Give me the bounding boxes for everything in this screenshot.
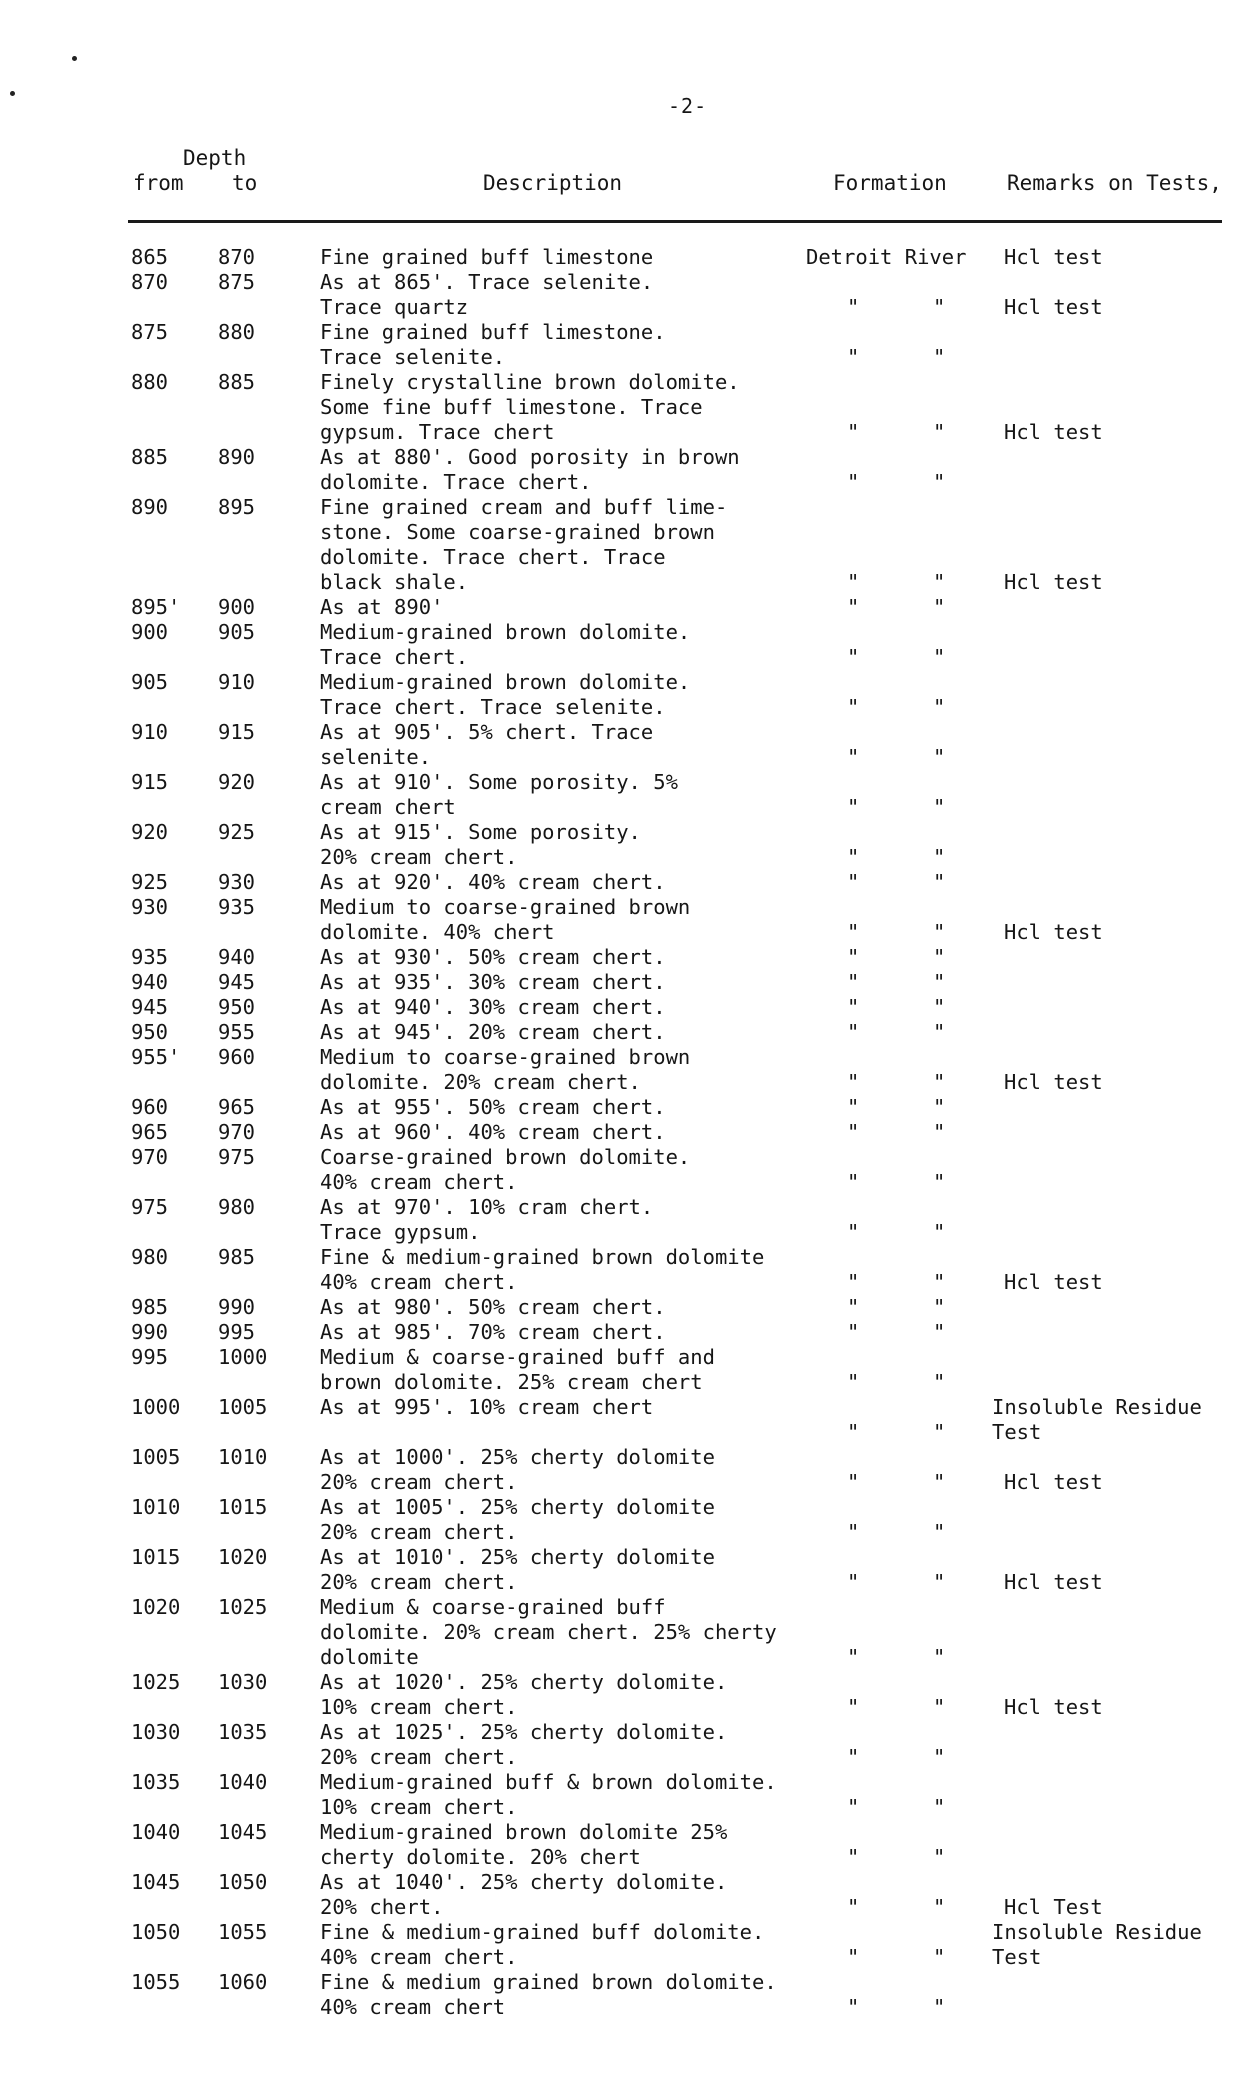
depth-from: 865: [131, 245, 169, 269]
ditto-mark: ": [933, 1095, 946, 1119]
table-row: [0, 1545, 1258, 1595]
table-row: [0, 1445, 1258, 1495]
scan-speck: [10, 91, 15, 96]
formation-cell: Detroit River: [806, 245, 967, 269]
depth-to: 1015: [218, 1495, 268, 1519]
ditto-mark: ": [847, 345, 860, 369]
ditto-mark: ": [933, 470, 946, 494]
depth-to: 1010: [218, 1445, 268, 1469]
table-row: [0, 1095, 1258, 1120]
depth-from: 1000: [131, 1395, 181, 1419]
description-line: As at 1040'. 25% cherty dolomite.: [320, 1870, 728, 1894]
depth-from: 885: [131, 445, 169, 469]
depth-from: 950: [131, 1020, 169, 1044]
ditto-mark: ": [933, 1895, 946, 1919]
ditto-mark: ": [933, 1470, 946, 1494]
remark-text: Hcl test: [1004, 570, 1103, 594]
description-line: Fine & medium-grained buff dolomite.: [320, 1920, 765, 1944]
ditto-mark: ": [933, 295, 946, 319]
depth-to: 880: [218, 320, 256, 344]
header-formation: Formation: [833, 171, 947, 195]
description-line: Medium-grained buff & brown dolomite.: [320, 1770, 777, 1794]
depth-from: 880: [131, 370, 169, 394]
depth-from: 940: [131, 970, 169, 994]
depth-from: 975: [131, 1195, 169, 1219]
header-remarks: Remarks on Tests,: [1007, 171, 1222, 195]
table-row: [0, 1345, 1258, 1395]
ditto-mark: ": [933, 1270, 946, 1294]
depth-from: 915: [131, 770, 169, 794]
ditto-mark: ": [847, 1570, 860, 1594]
depth-to: 955: [218, 1020, 256, 1044]
depth-to: 905: [218, 620, 256, 644]
remark-text: Insoluble Residue: [992, 1920, 1202, 1944]
table-row: [0, 1320, 1258, 1345]
ditto-mark: ": [933, 1370, 946, 1394]
description-line: Fine & medium grained brown dolomite.: [320, 1970, 777, 1994]
depth-from: 1015: [131, 1545, 181, 1569]
scan-speck: [72, 56, 77, 61]
table-row: [0, 320, 1258, 370]
ditto-mark: ": [847, 1120, 860, 1144]
description-line: Trace quartz: [320, 295, 469, 319]
ditto-mark: ": [847, 1845, 860, 1869]
depth-to: 1045: [218, 1820, 268, 1844]
depth-from: 925: [131, 870, 169, 894]
depth-from: 905: [131, 670, 169, 694]
ditto-mark: ": [933, 1020, 946, 1044]
header-depth: Depth: [183, 146, 247, 170]
table-row: [0, 1920, 1258, 1970]
description-line: As at 980'. 50% cream chert.: [320, 1295, 666, 1319]
description-line: Medium-grained brown dolomite.: [320, 670, 691, 694]
description-line: Medium & coarse-grained buff and: [320, 1345, 715, 1369]
table-row: [0, 970, 1258, 995]
description-line: As at 1000'. 25% cherty dolomite: [320, 1445, 715, 1469]
description-line: As at 1025'. 25% cherty dolomite.: [320, 1720, 728, 1744]
remark-text: Test: [992, 1420, 1042, 1444]
depth-from: 1040: [131, 1820, 181, 1844]
depth-to: 910: [218, 670, 256, 694]
ditto-mark: ": [847, 1220, 860, 1244]
description-line: As at 915'. Some porosity.: [320, 820, 641, 844]
depth-to: 875: [218, 270, 256, 294]
table-row: [0, 1495, 1258, 1545]
description-line: Medium & coarse-grained buff: [320, 1595, 666, 1619]
depth-to: 1050: [218, 1870, 268, 1894]
description-line: Medium to coarse-grained brown: [320, 1045, 691, 1069]
description-line: dolomite: [320, 1645, 419, 1669]
description-line: As at 920'. 40% cream chert.: [320, 870, 666, 894]
description-line: 20% cream chert.: [320, 1470, 518, 1494]
table-row: [0, 770, 1258, 820]
header-rule: [128, 220, 1222, 223]
ditto-mark: ": [933, 1570, 946, 1594]
depth-from: 875: [131, 320, 169, 344]
ditto-mark: ": [933, 1420, 946, 1444]
ditto-mark: ": [933, 1745, 946, 1769]
table-row: [0, 670, 1258, 720]
ditto-mark: ": [933, 570, 946, 594]
ditto-mark: ": [847, 1520, 860, 1544]
depth-from: 990: [131, 1320, 169, 1344]
description-line: As at 880'. Good porosity in brown: [320, 445, 740, 469]
table-row: [0, 1770, 1258, 1820]
table-row: [0, 620, 1258, 670]
description-line: stone. Some coarse-grained brown: [320, 520, 715, 544]
table-row: [0, 1595, 1258, 1670]
description-line: cream chert: [320, 795, 456, 819]
ditto-mark: ": [847, 945, 860, 969]
description-line: As at 960'. 40% cream chert.: [320, 1120, 666, 1144]
ditto-mark: ": [933, 1295, 946, 1319]
table-row: [0, 995, 1258, 1020]
remark-text: Hcl test: [1004, 1070, 1103, 1094]
description-line: As at 935'. 30% cream chert.: [320, 970, 666, 994]
description-line: 20% cream chert.: [320, 1745, 518, 1769]
table-row: [0, 595, 1258, 620]
description-line: Trace chert.: [320, 645, 469, 669]
depth-to: 1030: [218, 1670, 268, 1694]
depth-from: 1005: [131, 1445, 181, 1469]
ditto-mark: ": [933, 1120, 946, 1144]
table-row: [0, 1120, 1258, 1145]
description-line: As at 970'. 10% cram chert.: [320, 1195, 654, 1219]
depth-from: 1030: [131, 1720, 181, 1744]
depth-from: 980: [131, 1245, 169, 1269]
description-line: As at 940'. 30% cream chert.: [320, 995, 666, 1019]
depth-from: 935: [131, 945, 169, 969]
ditto-mark: ": [933, 995, 946, 1019]
depth-to: 975: [218, 1145, 256, 1169]
depth-to: 980: [218, 1195, 256, 1219]
description-line: As at 1010'. 25% cherty dolomite: [320, 1545, 715, 1569]
description-line: Fine grained buff limestone.: [320, 320, 666, 344]
description-line: As at 945'. 20% cream chert.: [320, 1020, 666, 1044]
ditto-mark: ": [933, 970, 946, 994]
ditto-mark: ": [847, 1470, 860, 1494]
description-line: dolomite. 40% chert: [320, 920, 555, 944]
description-line: Finely crystalline brown dolomite.: [320, 370, 740, 394]
description-line: As at 905'. 5% chert. Trace: [320, 720, 654, 744]
depth-to: 1060: [218, 1970, 268, 1994]
ditto-mark: ": [847, 1370, 860, 1394]
depth-to: 925: [218, 820, 256, 844]
ditto-mark: ": [847, 1170, 860, 1194]
ditto-mark: ": [847, 1945, 860, 1969]
ditto-mark: ": [933, 645, 946, 669]
description-line: 40% cream chert: [320, 1995, 506, 2019]
ditto-mark: ": [933, 1170, 946, 1194]
remark-text: Hcl Test: [1004, 1895, 1103, 1919]
description-line: selenite.: [320, 745, 432, 769]
description-line: 20% cream chert.: [320, 845, 518, 869]
page-number: -2-: [668, 94, 708, 118]
description-line: 20% cream chert.: [320, 1570, 518, 1594]
ditto-mark: ": [847, 1745, 860, 1769]
description-line: As at 1020'. 25% cherty dolomite.: [320, 1670, 728, 1694]
description-line: Trace selenite.: [320, 345, 506, 369]
ditto-mark: ": [847, 645, 860, 669]
table-row: [0, 1720, 1258, 1770]
ditto-mark: ": [933, 420, 946, 444]
table-row: [0, 720, 1258, 770]
depth-to: 1035: [218, 1720, 268, 1744]
depth-to: 1025: [218, 1595, 268, 1619]
remark-text: Test: [992, 1945, 1042, 1969]
ditto-mark: ": [847, 1895, 860, 1919]
description-line: dolomite. 20% cream chert. 25% cherty: [320, 1620, 777, 1644]
depth-to: 960: [218, 1045, 256, 1069]
depth-to: 1020: [218, 1545, 268, 1569]
description-line: dolomite. Trace chert.: [320, 470, 592, 494]
ditto-mark: ": [933, 945, 946, 969]
ditto-mark: ": [933, 845, 946, 869]
depth-from: 900: [131, 620, 169, 644]
description-line: 10% cream chert.: [320, 1795, 518, 1819]
depth-to: 895: [218, 495, 256, 519]
ditto-mark: ": [847, 1095, 860, 1119]
header-from: from: [133, 171, 184, 195]
remark-text: Insoluble Residue: [992, 1395, 1202, 1419]
depth-to: 985: [218, 1245, 256, 1269]
ditto-mark: ": [933, 595, 946, 619]
depth-from: 1010: [131, 1495, 181, 1519]
table-row: [0, 1820, 1258, 1870]
remark-text: Hcl test: [1004, 1470, 1103, 1494]
ditto-mark: ": [933, 1695, 946, 1719]
table-row: [0, 1145, 1258, 1195]
table-row: [0, 1670, 1258, 1720]
table-row: [0, 1870, 1258, 1920]
ditto-mark: ": [847, 795, 860, 819]
depth-to: 940: [218, 945, 256, 969]
depth-to: 915: [218, 720, 256, 744]
ditto-mark: ": [933, 745, 946, 769]
description-line: Fine & medium-grained brown dolomite: [320, 1245, 765, 1269]
description-line: As at 995'. 10% cream chert: [320, 1395, 654, 1419]
description-line: 40% cream chert.: [320, 1270, 518, 1294]
ditto-mark: ": [933, 920, 946, 944]
description-line: As at 890': [320, 595, 444, 619]
ditto-mark: ": [933, 1795, 946, 1819]
depth-to: 900: [218, 595, 256, 619]
ditto-mark: ": [933, 1070, 946, 1094]
ditto-mark: ": [847, 595, 860, 619]
ditto-mark: ": [847, 1070, 860, 1094]
ditto-mark: ": [847, 1420, 860, 1444]
depth-from: 920: [131, 820, 169, 844]
ditto-mark: ": [847, 920, 860, 944]
depth-from: 1055: [131, 1970, 181, 1994]
depth-to: 950: [218, 995, 256, 1019]
ditto-mark: ": [847, 845, 860, 869]
depth-from: 995: [131, 1345, 169, 1369]
description-line: As at 910'. Some porosity. 5%: [320, 770, 678, 794]
remark-text: Hcl test: [1004, 1570, 1103, 1594]
table-row: [0, 870, 1258, 895]
description-line: Medium-grained brown dolomite.: [320, 620, 691, 644]
description-line: Medium to coarse-grained brown: [320, 895, 691, 919]
depth-to: 995: [218, 1320, 256, 1344]
description-line: 20% chert.: [320, 1895, 444, 1919]
table-row: [0, 1020, 1258, 1045]
description-line: 40% cream chert.: [320, 1945, 518, 1969]
ditto-mark: ": [847, 1320, 860, 1344]
ditto-mark: ": [847, 1270, 860, 1294]
header-description: Description: [483, 171, 623, 195]
remark-text: Hcl test: [1004, 245, 1103, 269]
description-line: As at 865'. Trace selenite.: [320, 270, 654, 294]
table-row: [0, 370, 1258, 445]
table-row: [0, 945, 1258, 970]
remark-text: Hcl test: [1004, 420, 1103, 444]
ditto-mark: ": [933, 1320, 946, 1344]
depth-to: 885: [218, 370, 256, 394]
description-line: 40% cream chert.: [320, 1170, 518, 1194]
description-line: Coarse-grained brown dolomite.: [320, 1145, 691, 1169]
depth-to: 870: [218, 245, 256, 269]
description-line: dolomite. Trace chert. Trace: [320, 545, 666, 569]
description-line: Fine grained cream and buff lime-: [320, 495, 728, 519]
ditto-mark: ": [847, 1295, 860, 1319]
description-line: As at 930'. 50% cream chert.: [320, 945, 666, 969]
ditto-mark: ": [933, 1220, 946, 1244]
ditto-mark: ": [847, 1995, 860, 2019]
description-line: As at 985'. 70% cream chert.: [320, 1320, 666, 1344]
depth-from: 970: [131, 1145, 169, 1169]
ditto-mark: ": [847, 970, 860, 994]
table-row: [0, 895, 1258, 945]
table-row: [0, 1395, 1258, 1445]
depth-to: 890: [218, 445, 256, 469]
ditto-mark: ": [933, 870, 946, 894]
description-line: Trace gypsum.: [320, 1220, 481, 1244]
depth-to: 945: [218, 970, 256, 994]
table-row: [0, 1045, 1258, 1095]
remark-text: Hcl test: [1004, 920, 1103, 944]
description-line: As at 1005'. 25% cherty dolomite: [320, 1495, 715, 1519]
depth-to: 920: [218, 770, 256, 794]
log-table: [0, 245, 1258, 2020]
depth-to: 970: [218, 1120, 256, 1144]
table-row: [0, 1970, 1258, 2020]
table-row: [0, 495, 1258, 595]
depth-from: 965: [131, 1120, 169, 1144]
depth-to: 930: [218, 870, 256, 894]
depth-from: 1020: [131, 1595, 181, 1619]
description-line: Some fine buff limestone. Trace: [320, 395, 703, 419]
ditto-mark: ": [847, 1795, 860, 1819]
depth-to: 1000: [218, 1345, 268, 1369]
description-line: cherty dolomite. 20% chert: [320, 1845, 641, 1869]
depth-from: 890: [131, 495, 169, 519]
ditto-mark: ": [847, 1645, 860, 1669]
depth-from: 895': [131, 595, 181, 619]
depth-from: 945: [131, 995, 169, 1019]
table-row: [0, 1195, 1258, 1245]
ditto-mark: ": [933, 795, 946, 819]
description-line: brown dolomite. 25% cream chert: [320, 1370, 703, 1394]
depth-from: 985: [131, 1295, 169, 1319]
depth-from: 1045: [131, 1870, 181, 1894]
depth-to: 1040: [218, 1770, 268, 1794]
description-line: 10% cream chert.: [320, 1695, 518, 1719]
depth-to: 935: [218, 895, 256, 919]
ditto-mark: ": [933, 695, 946, 719]
depth-to: 990: [218, 1295, 256, 1319]
depth-from: 955': [131, 1045, 181, 1069]
depth-from: 960: [131, 1095, 169, 1119]
header-to: to: [232, 171, 258, 195]
ditto-mark: ": [847, 1020, 860, 1044]
ditto-mark: ": [847, 420, 860, 444]
description-line: Trace chert. Trace selenite.: [320, 695, 666, 719]
table-row: [0, 1295, 1258, 1320]
ditto-mark: ": [933, 345, 946, 369]
description-line: Fine grained buff limestone: [320, 245, 654, 269]
table-row: [0, 1245, 1258, 1295]
table-row: [0, 245, 1258, 270]
remark-text: Hcl test: [1004, 1695, 1103, 1719]
description-line: dolomite. 20% cream chert.: [320, 1070, 641, 1094]
remark-text: Hcl test: [1004, 1270, 1103, 1294]
depth-to: 965: [218, 1095, 256, 1119]
ditto-mark: ": [847, 470, 860, 494]
depth-to: 1055: [218, 1920, 268, 1944]
description-line: gypsum. Trace chert: [320, 420, 555, 444]
description-line: As at 955'. 50% cream chert.: [320, 1095, 666, 1119]
depth-from: 870: [131, 270, 169, 294]
depth-from: 1035: [131, 1770, 181, 1794]
depth-from: 1050: [131, 1920, 181, 1944]
ditto-mark: ": [847, 1695, 860, 1719]
description-line: Medium-grained brown dolomite 25%: [320, 1820, 728, 1844]
depth-from: 910: [131, 720, 169, 744]
depth-to: 1005: [218, 1395, 268, 1419]
ditto-mark: ": [847, 570, 860, 594]
ditto-mark: ": [933, 1945, 946, 1969]
ditto-mark: ": [933, 1995, 946, 2019]
depth-from: 930: [131, 895, 169, 919]
ditto-mark: ": [847, 995, 860, 1019]
ditto-mark: ": [847, 695, 860, 719]
table-row: [0, 820, 1258, 870]
ditto-mark: ": [933, 1845, 946, 1869]
table-row: [0, 270, 1258, 320]
ditto-mark: ": [933, 1520, 946, 1544]
ditto-mark: ": [847, 745, 860, 769]
description-line: 20% cream chert.: [320, 1520, 518, 1544]
remark-text: Hcl test: [1004, 295, 1103, 319]
table-row: [0, 445, 1258, 495]
depth-from: 1025: [131, 1670, 181, 1694]
ditto-mark: ": [847, 870, 860, 894]
ditto-mark: ": [933, 1645, 946, 1669]
ditto-mark: ": [847, 295, 860, 319]
description-line: black shale.: [320, 570, 469, 594]
